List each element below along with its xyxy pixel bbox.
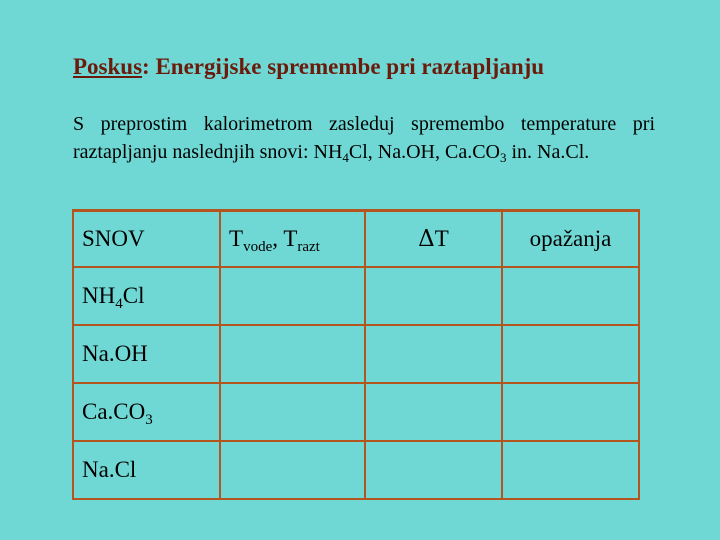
header-t-sub1: vode xyxy=(243,239,273,255)
cell-delta-t xyxy=(365,325,502,383)
cell-temperatures xyxy=(220,267,365,325)
intro-text-c: in. Na.Cl. xyxy=(506,141,590,163)
header-snov-label: SNOV xyxy=(82,226,145,251)
header-opazanja-label: opažanja xyxy=(529,226,612,251)
header-delta-t xyxy=(365,211,502,268)
intro-sub-a: 4 xyxy=(342,150,349,165)
substance-main: Na.OH xyxy=(82,341,148,366)
cell-substance xyxy=(73,267,220,325)
title-prefix: Poskus xyxy=(73,54,143,79)
title-rest: : Energijske spremembe pri raztapljanju xyxy=(142,54,545,79)
header-t-sep: , T xyxy=(272,226,298,251)
substance-main: Na.Cl xyxy=(82,457,137,482)
table-header-row xyxy=(73,211,639,268)
substance-tail: Cl xyxy=(122,283,145,308)
slide-title xyxy=(73,54,544,80)
table-row xyxy=(73,325,639,383)
table-row xyxy=(73,441,639,499)
delta-letter: T xyxy=(434,226,449,251)
header-t-sub2: razt xyxy=(297,239,320,255)
cell-temperatures xyxy=(220,325,365,383)
cell-substance xyxy=(73,441,220,499)
experiment-table xyxy=(72,209,640,500)
delta-symbol: Δ xyxy=(418,226,435,252)
cell-observations xyxy=(502,325,639,383)
cell-observations xyxy=(502,267,639,325)
intro-text-a: S preprostim kalorimetrom zasleduj spremembo temperature pri raztapljanju naslednjih snovi: NH xyxy=(73,113,655,163)
substance-main: NH xyxy=(82,283,116,308)
substance-sub: 3 xyxy=(145,412,153,428)
header-opazanja xyxy=(502,211,639,268)
intro-paragraph xyxy=(73,110,655,166)
header-snov xyxy=(73,211,220,268)
table-row xyxy=(73,383,639,441)
intro-sub-b: 3 xyxy=(500,150,507,165)
header-t-main: T xyxy=(229,226,244,251)
table-row xyxy=(73,267,639,325)
cell-observations xyxy=(502,441,639,499)
cell-delta-t xyxy=(365,383,502,441)
cell-temperatures xyxy=(220,383,365,441)
cell-temperatures xyxy=(220,441,365,499)
substance-main: Ca.CO xyxy=(82,399,146,424)
substance-sub: 4 xyxy=(115,296,123,312)
header-temperatures xyxy=(220,211,365,268)
cell-delta-t xyxy=(365,267,502,325)
intro-text-b: Cl, Na.OH, Ca.CO xyxy=(348,141,500,163)
cell-observations xyxy=(502,383,639,441)
cell-substance xyxy=(73,383,220,441)
cell-substance xyxy=(73,325,220,383)
cell-delta-t xyxy=(365,441,502,499)
